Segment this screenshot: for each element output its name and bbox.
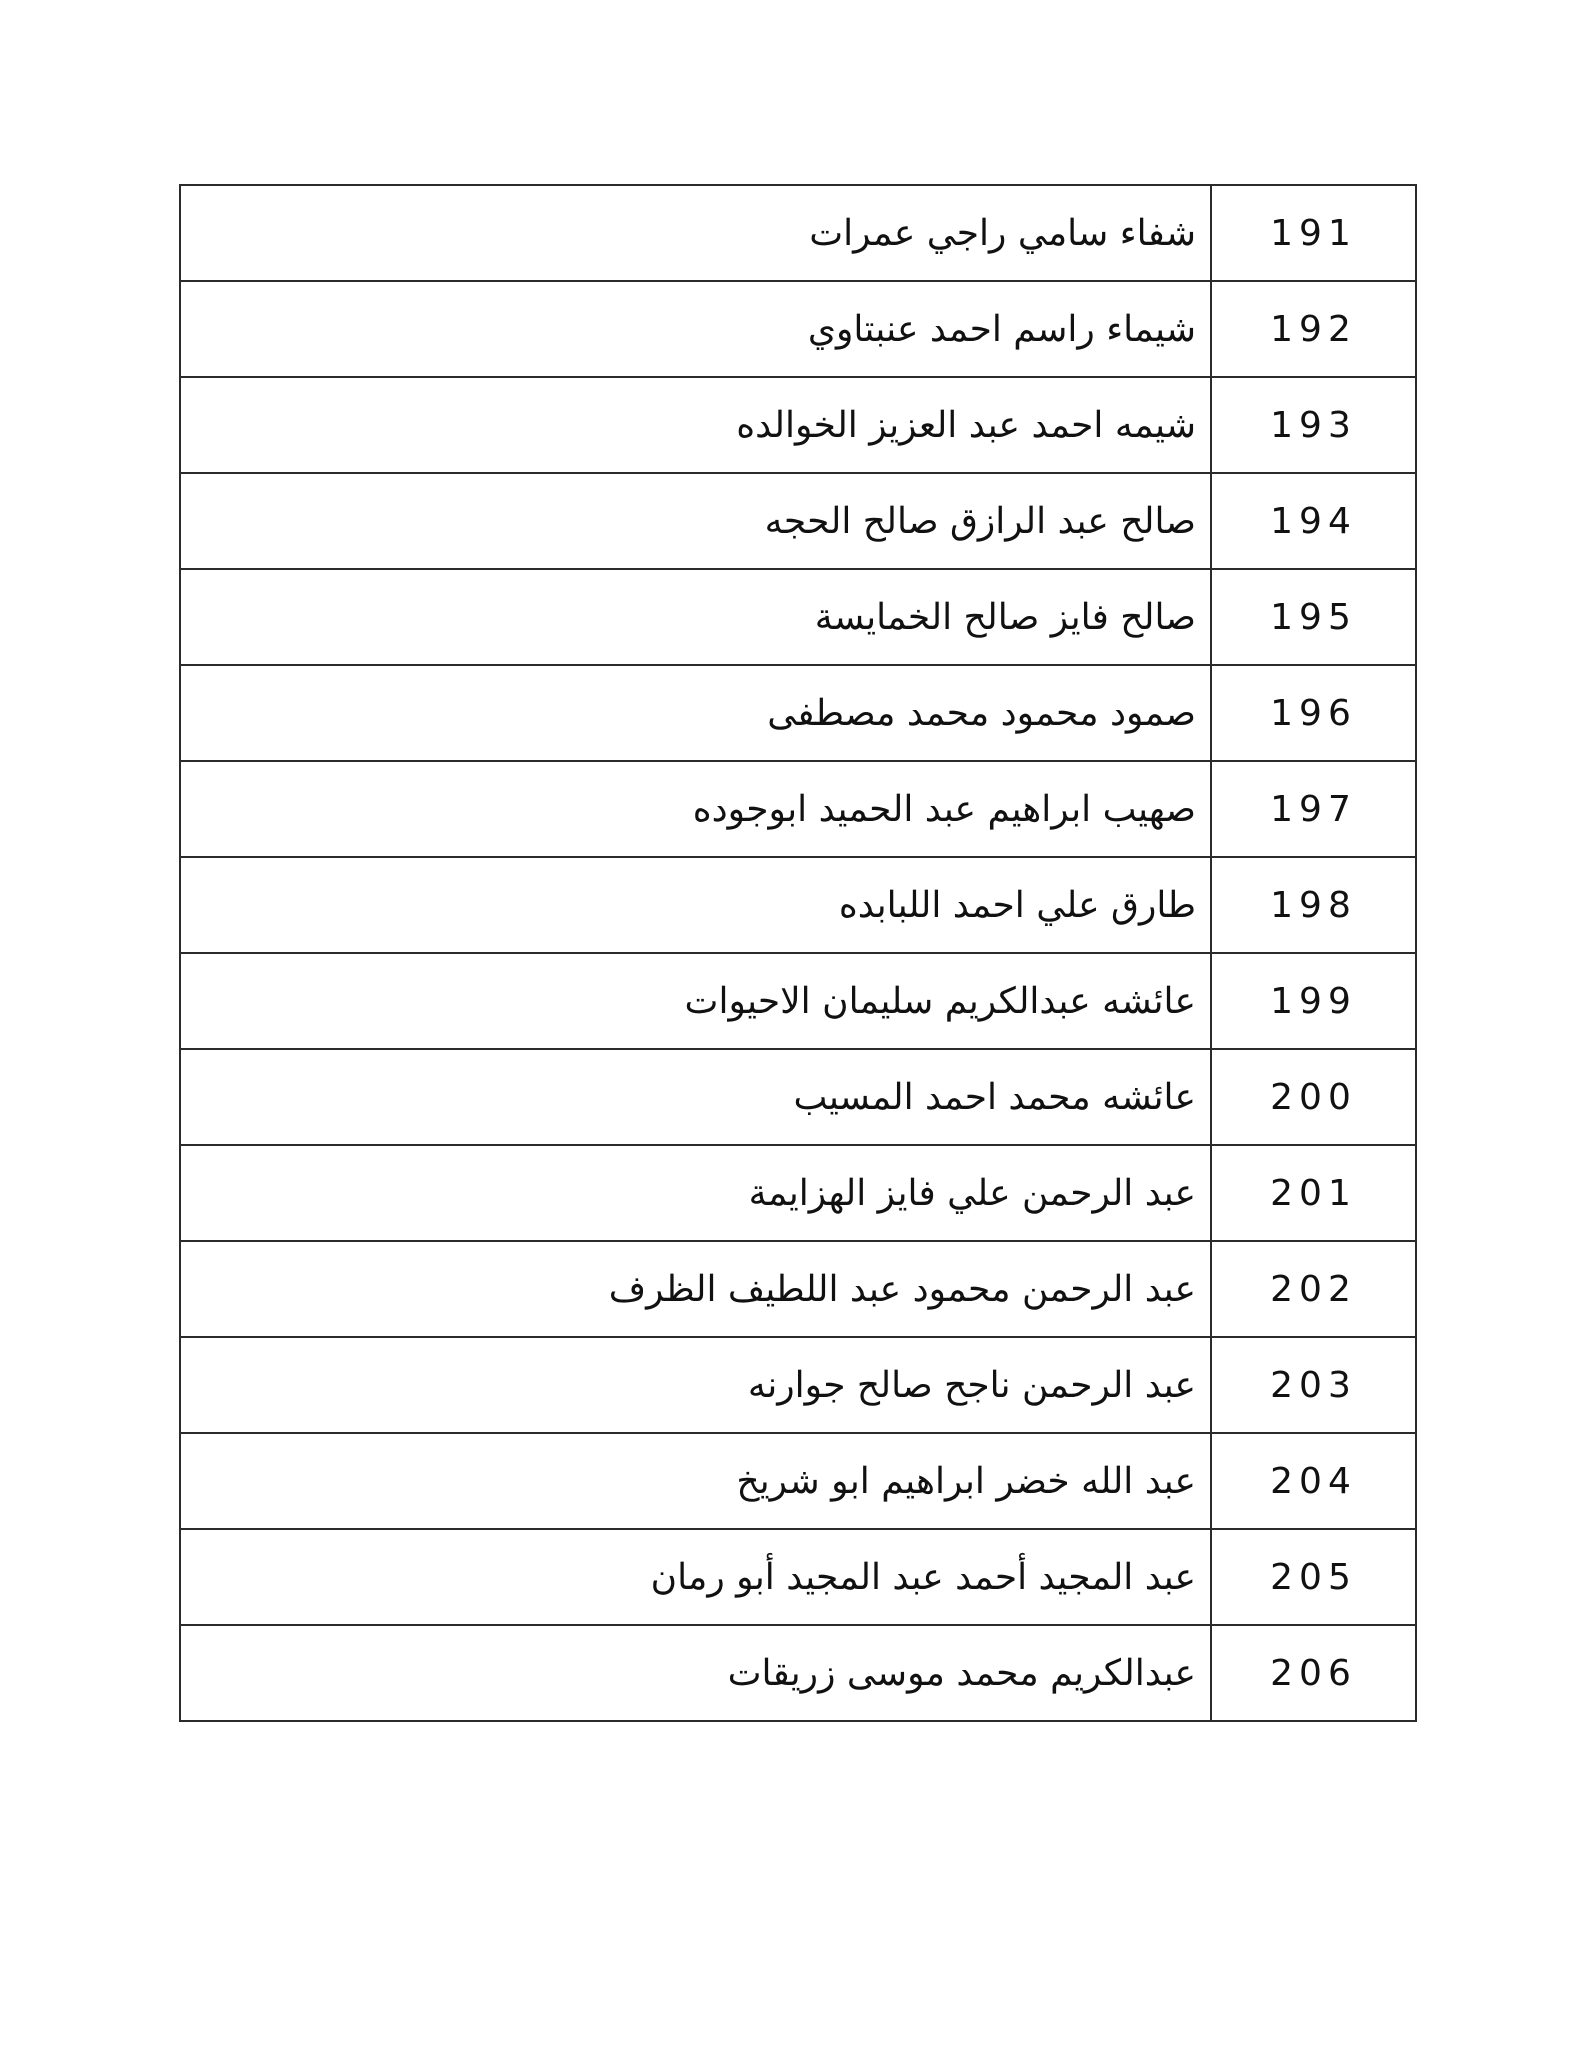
row-number: 203 [1211,1337,1416,1433]
person-name: صمود محمود محمد مصطفى [180,665,1211,761]
table-row [180,1337,1416,1433]
table-row [180,1049,1416,1145]
table-row [180,185,1416,281]
names-table [179,184,1417,1722]
row-number: 194 [1211,473,1416,569]
row-number: 204 [1211,1433,1416,1529]
row-number: 198 [1211,857,1416,953]
table-row [180,665,1416,761]
person-name: عبد الرحمن محمود عبد اللطيف الظرف [180,1241,1211,1337]
table-row [180,953,1416,1049]
row-number: 202 [1211,1241,1416,1337]
person-name: شيمه احمد عبد العزيز الخوالده [180,377,1211,473]
row-number: 191 [1211,185,1416,281]
table-row [180,761,1416,857]
person-name: عبدالكريم محمد موسى زريقات [180,1625,1211,1721]
row-number: 206 [1211,1625,1416,1721]
person-name: عائشه محمد احمد المسيب [180,1049,1211,1145]
row-number: 205 [1211,1529,1416,1625]
row-number: 200 [1211,1049,1416,1145]
table-row [180,1241,1416,1337]
person-name: صالح فايز صالح الخمايسة [180,569,1211,665]
row-number: 196 [1211,665,1416,761]
table-row [180,377,1416,473]
row-number: 199 [1211,953,1416,1049]
row-number: 192 [1211,281,1416,377]
table-row [180,857,1416,953]
table-row [180,569,1416,665]
table-row [180,281,1416,377]
table-row [180,1433,1416,1529]
person-name: طارق علي احمد اللبابده [180,857,1211,953]
person-name: شفاء سامي راجي عمرات [180,185,1211,281]
table-row [180,1145,1416,1241]
person-name: عبد الرحمن ناجح صالح جوارنه [180,1337,1211,1433]
person-name: عائشه عبدالكريم سليمان الاحيوات [180,953,1211,1049]
row-number: 193 [1211,377,1416,473]
table-row [180,1529,1416,1625]
row-number: 197 [1211,761,1416,857]
person-name: عبد الرحمن علي فايز الهزايمة [180,1145,1211,1241]
person-name: شيماء راسم احمد عنبتاوي [180,281,1211,377]
person-name: صالح عبد الرازق صالح الحجه [180,473,1211,569]
row-number: 201 [1211,1145,1416,1241]
person-name: عبد المجيد أحمد عبد المجيد أبو رمان [180,1529,1211,1625]
table-row [180,473,1416,569]
person-name: صهيب ابراهيم عبد الحميد ابوجوده [180,761,1211,857]
table-row [180,1625,1416,1721]
row-number: 195 [1211,569,1416,665]
person-name: عبد الله خضر ابراهيم ابو شريخ [180,1433,1211,1529]
